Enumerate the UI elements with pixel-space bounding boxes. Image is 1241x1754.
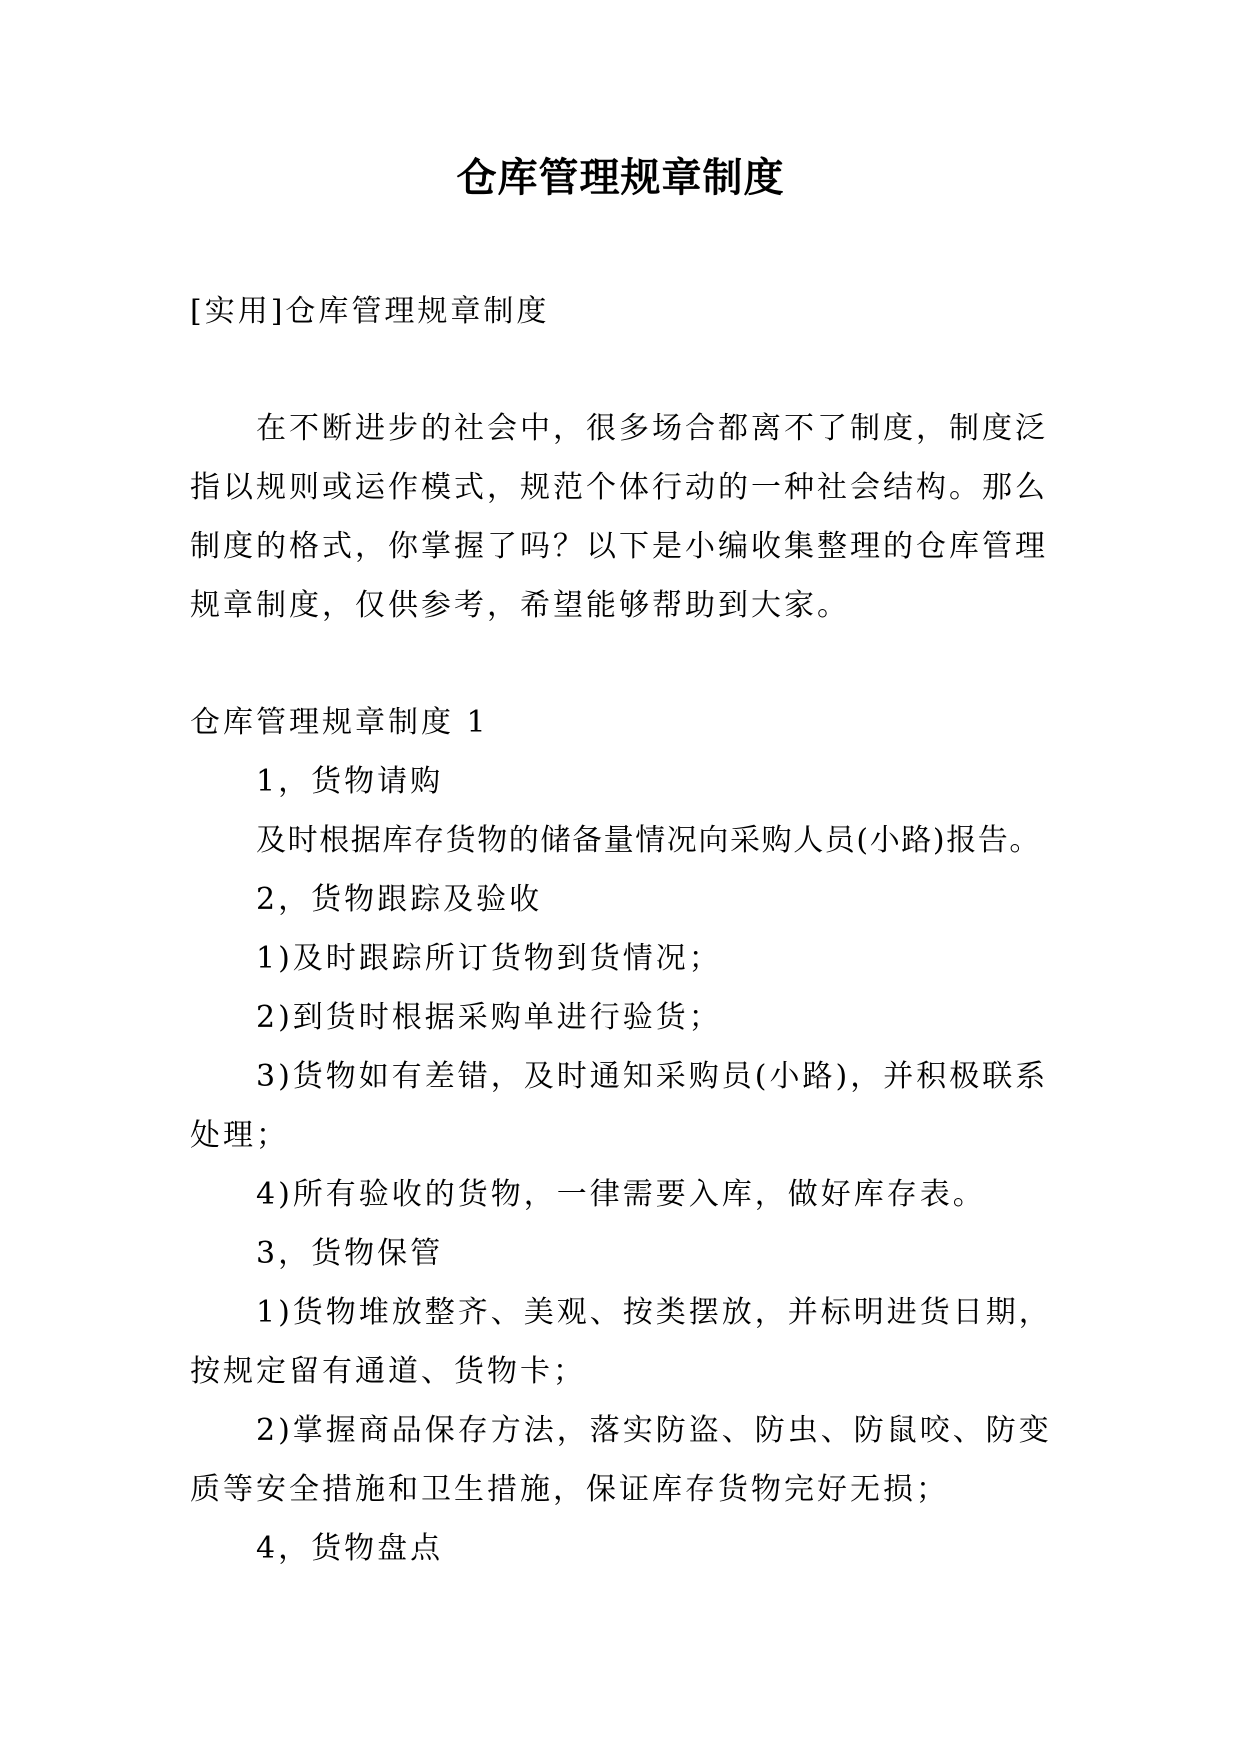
body-line: 1)货物堆放整齐、美观、按类摆放，并标明进货日期， bbox=[256, 1295, 1052, 1330]
document-subtitle: [实用]仓库管理规章制度 bbox=[190, 294, 550, 329]
body-line: 1)及时跟踪所订货物到货情况； bbox=[256, 941, 722, 976]
body-line: 4，货物盘点 bbox=[256, 1531, 444, 1566]
intro-line-4: 规章制度，仅供参考，希望能够帮助到大家。 bbox=[190, 588, 850, 623]
body-line: 及时根据库存货物的储备量情况向采购人员(小路)报告。 bbox=[256, 823, 1042, 858]
document-title: 仓库管理规章制度 bbox=[456, 154, 785, 201]
section-heading: 仓库管理规章制度 1 bbox=[190, 705, 489, 740]
body-line: 3)货物如有差错，及时通知采购员(小路)，并积极联系 bbox=[256, 1059, 1049, 1094]
intro-line-1: 在不断进步的社会中，很多场合都离不了制度，制度泛 bbox=[256, 411, 1048, 446]
body-line: 处理； bbox=[190, 1118, 289, 1153]
body-line: 3，货物保管 bbox=[256, 1236, 444, 1271]
intro-line-2: 指以规则或运作模式，规范个体行动的一种社会结构。那么 bbox=[190, 470, 1048, 505]
intro-line-3: 制度的格式，你掌握了吗？以下是小编收集整理的仓库管理 bbox=[190, 529, 1048, 564]
body-line: 2)到货时根据采购单进行验货； bbox=[256, 1000, 722, 1035]
body-line: 按规定留有通道、货物卡； bbox=[190, 1354, 586, 1389]
body-line: 4)所有验收的货物，一律需要入库，做好库存表。 bbox=[256, 1177, 986, 1212]
body-line: 质等安全措施和卫生措施，保证库存货物完好无损； bbox=[190, 1472, 949, 1507]
body-line: 1，货物请购 bbox=[256, 764, 444, 799]
body-line: 2)掌握商品保存方法，落实防盗、防虫、防鼠咬、防变 bbox=[256, 1413, 1052, 1448]
body-line: 2，货物跟踪及验收 bbox=[256, 882, 543, 917]
